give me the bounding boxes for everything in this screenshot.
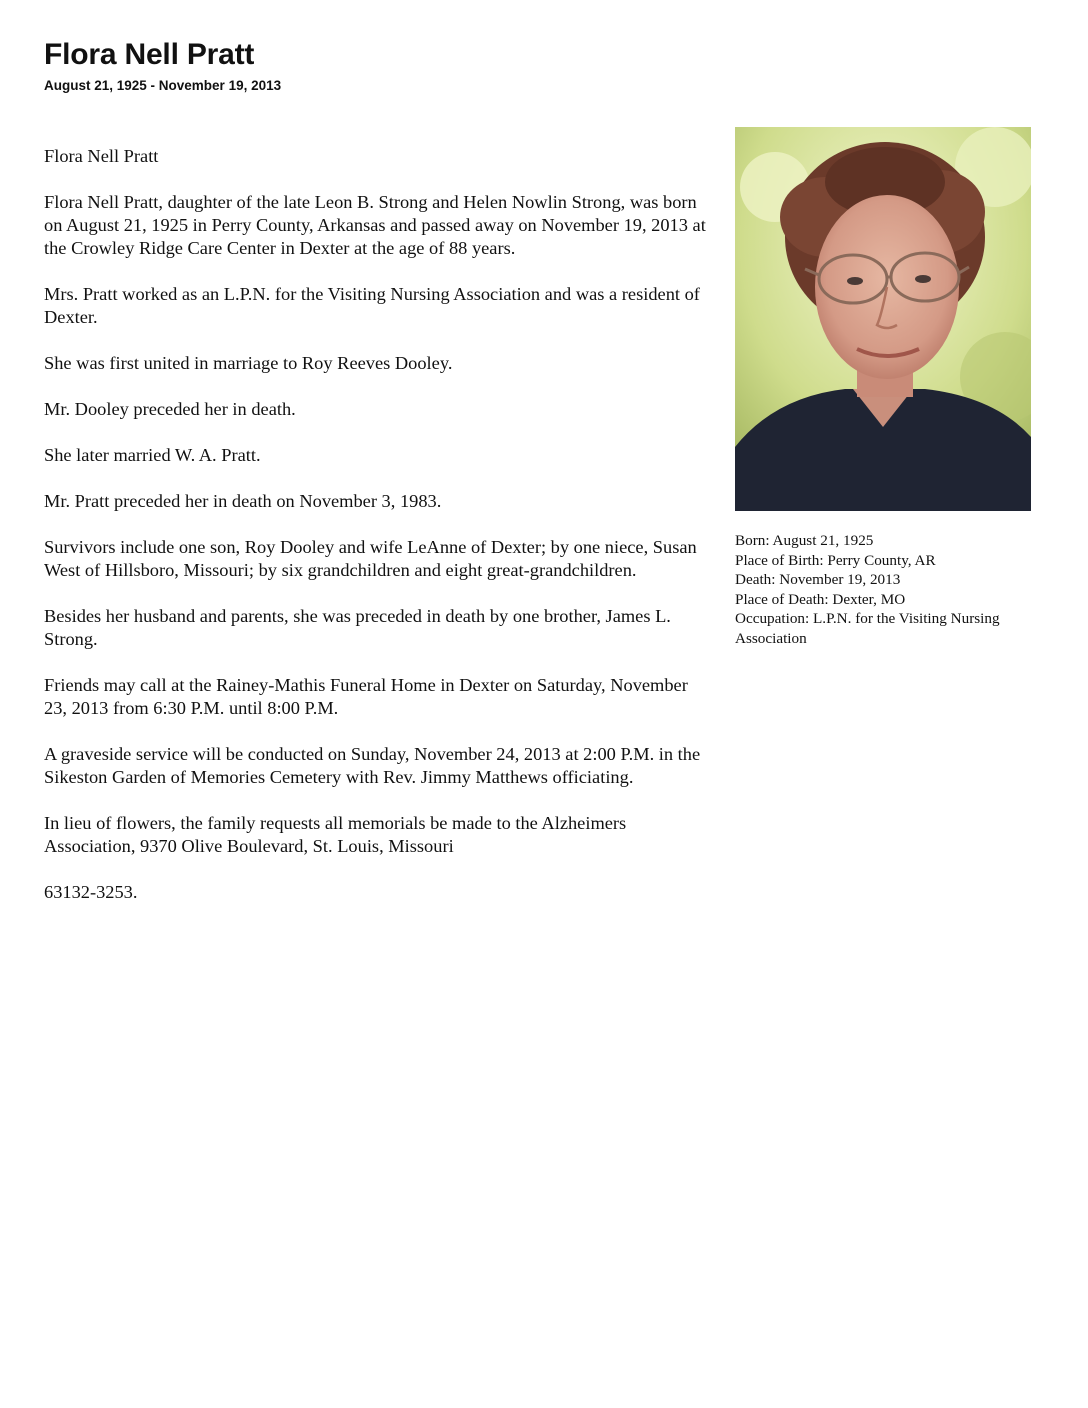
body-paragraph-second-marriage: She later married W. A. Pratt. [44, 445, 261, 465]
fact-place-of-birth: Place of Birth: Perry County, AR [735, 551, 936, 569]
obituary-header [44, 38, 744, 95]
fact-occupation: Occupation: L.P.N. for the Visiting Nursing Association [735, 610, 1000, 647]
page-title: Flora Nell Pratt [44, 38, 255, 71]
fact-place-of-death: Place of Death: Dexter, MO [735, 590, 906, 608]
body-paragraph-visitation: Friends may call at the Rainey-Mathis Funeral Home in Dexter on Saturday, November 23, 2013 from 6:30 P.M. until 8:00 P.M. [44, 675, 688, 718]
fact-death: Death: November 19, 2013 [735, 571, 901, 588]
life-dates: August 21, 1925 - November 19, 2013 [44, 78, 282, 93]
obituary-body [44, 145, 714, 927]
body-paragraph-preceded: Besides her husband and parents, she was preceded in death by one brother, James L. Strong. [44, 606, 671, 649]
body-paragraph-name: Flora Nell Pratt [44, 146, 159, 166]
body-paragraph-zip: 63132-3253. [44, 882, 138, 902]
fact-born: Born: August 21, 1925 [735, 532, 874, 549]
body-paragraph-survivors: Survivors include one son, Roy Dooley and wife LeAnne of Dexter; by one niece, Susan West of Hillsboro, Missouri; by six grandchildren and eight great-grandchildren. [44, 537, 697, 580]
vital-facts [735, 531, 1065, 648]
body-paragraph-pratt: Mr. Pratt preceded her in death on November 3, 1983. [44, 491, 442, 511]
body-paragraph-first-marriage: She was first united in marriage to Roy Reeves Dooley. [44, 353, 453, 373]
body-paragraph-service: A graveside service will be conducted on Sunday, November 24, 2013 at 2:00 P.M. in the Sikeston Garden of Memories Cemetery with Rev. Jimmy Matthews officiating. [44, 744, 701, 787]
portrait-photo [735, 127, 1031, 511]
body-paragraph-memorials: In lieu of flowers, the family requests all memorials be made to the Alzheimers Association, 9370 Olive Boulevard, St. Louis, Missouri [44, 813, 627, 856]
body-paragraph-dooley: Mr. Dooley preceded her in death. [44, 399, 296, 419]
body-paragraph-birth: Flora Nell Pratt, daughter of the late Leon B. Strong and Helen Nowlin Strong, was born on August 21, 1925 in Perry County, Arkansas and passed away on November 19, 2013 at the Crowley Ridge Care Center in Dexter at the age of 88 years. [44, 192, 706, 258]
body-paragraph-occupation: Mrs. Pratt worked as an L.P.N. for the Visiting Nursing Association and was a resident of Dexter. [44, 284, 700, 327]
